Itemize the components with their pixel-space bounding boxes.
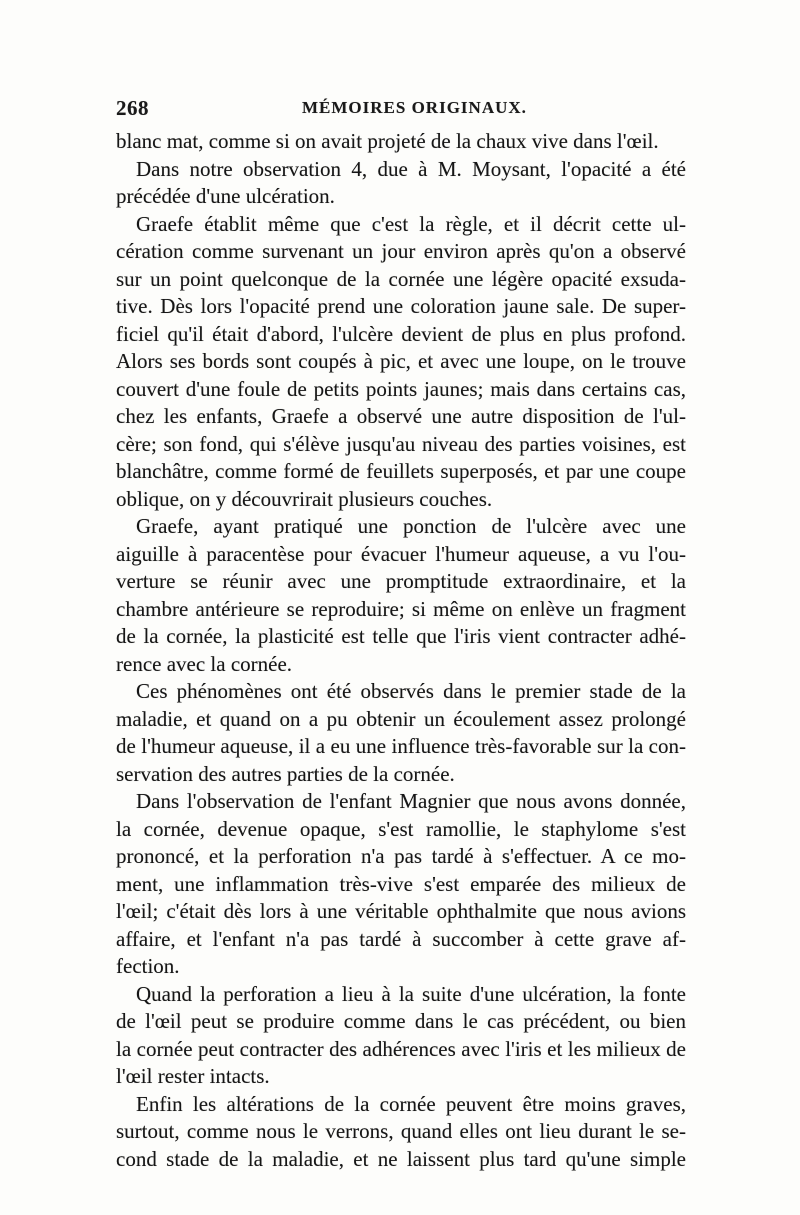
text-line: précédée d'une ulcération.	[116, 184, 335, 208]
text-line: prononcé, et la perforation n'a pas tardé à s'effectuer. A ce mo-	[116, 844, 686, 868]
text-line: rence avec la cornée.	[116, 651, 293, 676]
text-line: la cornée peut contracter des adhérences avec l'iris et les milieux de	[116, 1036, 686, 1061]
text-line: chez les enfants, Graefe a observé une autre disposition de l'ul-	[116, 404, 686, 428]
text-line: l'œil; c'était dès lors à une véritable ophthalmite que nous avions	[116, 899, 686, 923]
text-line: de l'humeur aqueuse, il a eu une influence très-favorable sur la con-	[116, 734, 686, 758]
text-line: tive. Dès lors l'opacité prend une coloration jaune sale. De super-	[116, 294, 686, 318]
text-line: ficiel qu'il était d'abord, l'ulcère devient de plus en plus profond.	[116, 321, 686, 346]
text-line: Graefe, ayant pratiqué une ponction de l'ulcère avec une	[136, 514, 686, 538]
text-line: fection.	[116, 954, 180, 978]
text-line: couvert d'une foule de petits points jaunes; mais dans certains cas,	[116, 376, 686, 401]
text-line: Graefe établit même que c'est la règle, et il décrit cette ul-	[136, 211, 686, 236]
text-line: oblique, on y découvrirait plusieurs couches.	[116, 486, 493, 511]
page-header	[116, 96, 686, 122]
text-line: de l'œil peut se produire comme dans le cas précédent, ou bien	[116, 1009, 686, 1033]
text-line: ment, une inflammation très-vive s'est emparée des milieux de	[116, 871, 686, 896]
text-line: affaire, et l'enfant n'a pas tardé à succomber à cette grave af-	[116, 926, 686, 951]
text-line: chambre antérieure se reproduire; si même on enlève un fragment	[116, 596, 686, 621]
text-line: blanc mat, comme si on avait projeté de la chaux vive dans l'œil.	[116, 129, 659, 153]
text-line: Dans l'observation de l'enfant Magnier que nous avons donnée,	[136, 789, 686, 813]
text-line: cond stade de la maladie, et ne laissent plus tard qu'une simple	[116, 1146, 686, 1171]
text-line: Enfin les altérations de la cornée peuvent être moins graves,	[136, 1091, 686, 1116]
text-line: sur un point quelconque de la cornée une légère opacité exsuda-	[116, 266, 686, 291]
text-line: cération comme survenant un jour environ après qu'on a observé	[116, 239, 686, 263]
text-line: l'œil rester intacts.	[116, 1064, 270, 1088]
text-line: aiguille à paracentèse pour évacuer l'humeur aqueuse, a vu l'ou-	[116, 541, 686, 566]
text-line: Quand la perforation a lieu à la suite d'une ulcération, la fonte	[136, 981, 686, 1006]
running-title: MÉMOIRES ORIGINAUX.	[302, 98, 527, 117]
text-line: servation des autres parties de la cornée.	[116, 761, 455, 786]
text-line: verture se réunir avec une promptitude extraordinaire, et la	[116, 569, 686, 593]
text-line: blanchâtre, comme formé de feuillets superposés, et par une coupe	[116, 459, 686, 483]
text-line: Alors ses bords sont coupés à pic, et avec une loupe, on le trouve	[116, 349, 686, 373]
text-line: Dans notre observation 4, due à M. Moysant, l'opacité a été	[136, 156, 686, 181]
body-text	[116, 128, 686, 1173]
page-number: 268	[116, 96, 149, 120]
text-line: maladie, et quand on a pu obtenir un écoulement assez prolongé	[116, 706, 686, 731]
text-line: de la cornée, la plasticité est telle que l'iris vient contracter adhé-	[116, 624, 686, 648]
text-line: Ces phénomènes ont été observés dans le premier stade de la	[136, 679, 686, 703]
text-line: la cornée, devenue opaque, s'est ramollie, le staphylome s'est	[116, 816, 686, 841]
text-line: cère; son fond, qui s'élève jusqu'au niveau des parties voisines, est	[116, 431, 686, 456]
text-line: surtout, comme nous le verrons, quand elles ont lieu durant le se-	[116, 1119, 686, 1143]
